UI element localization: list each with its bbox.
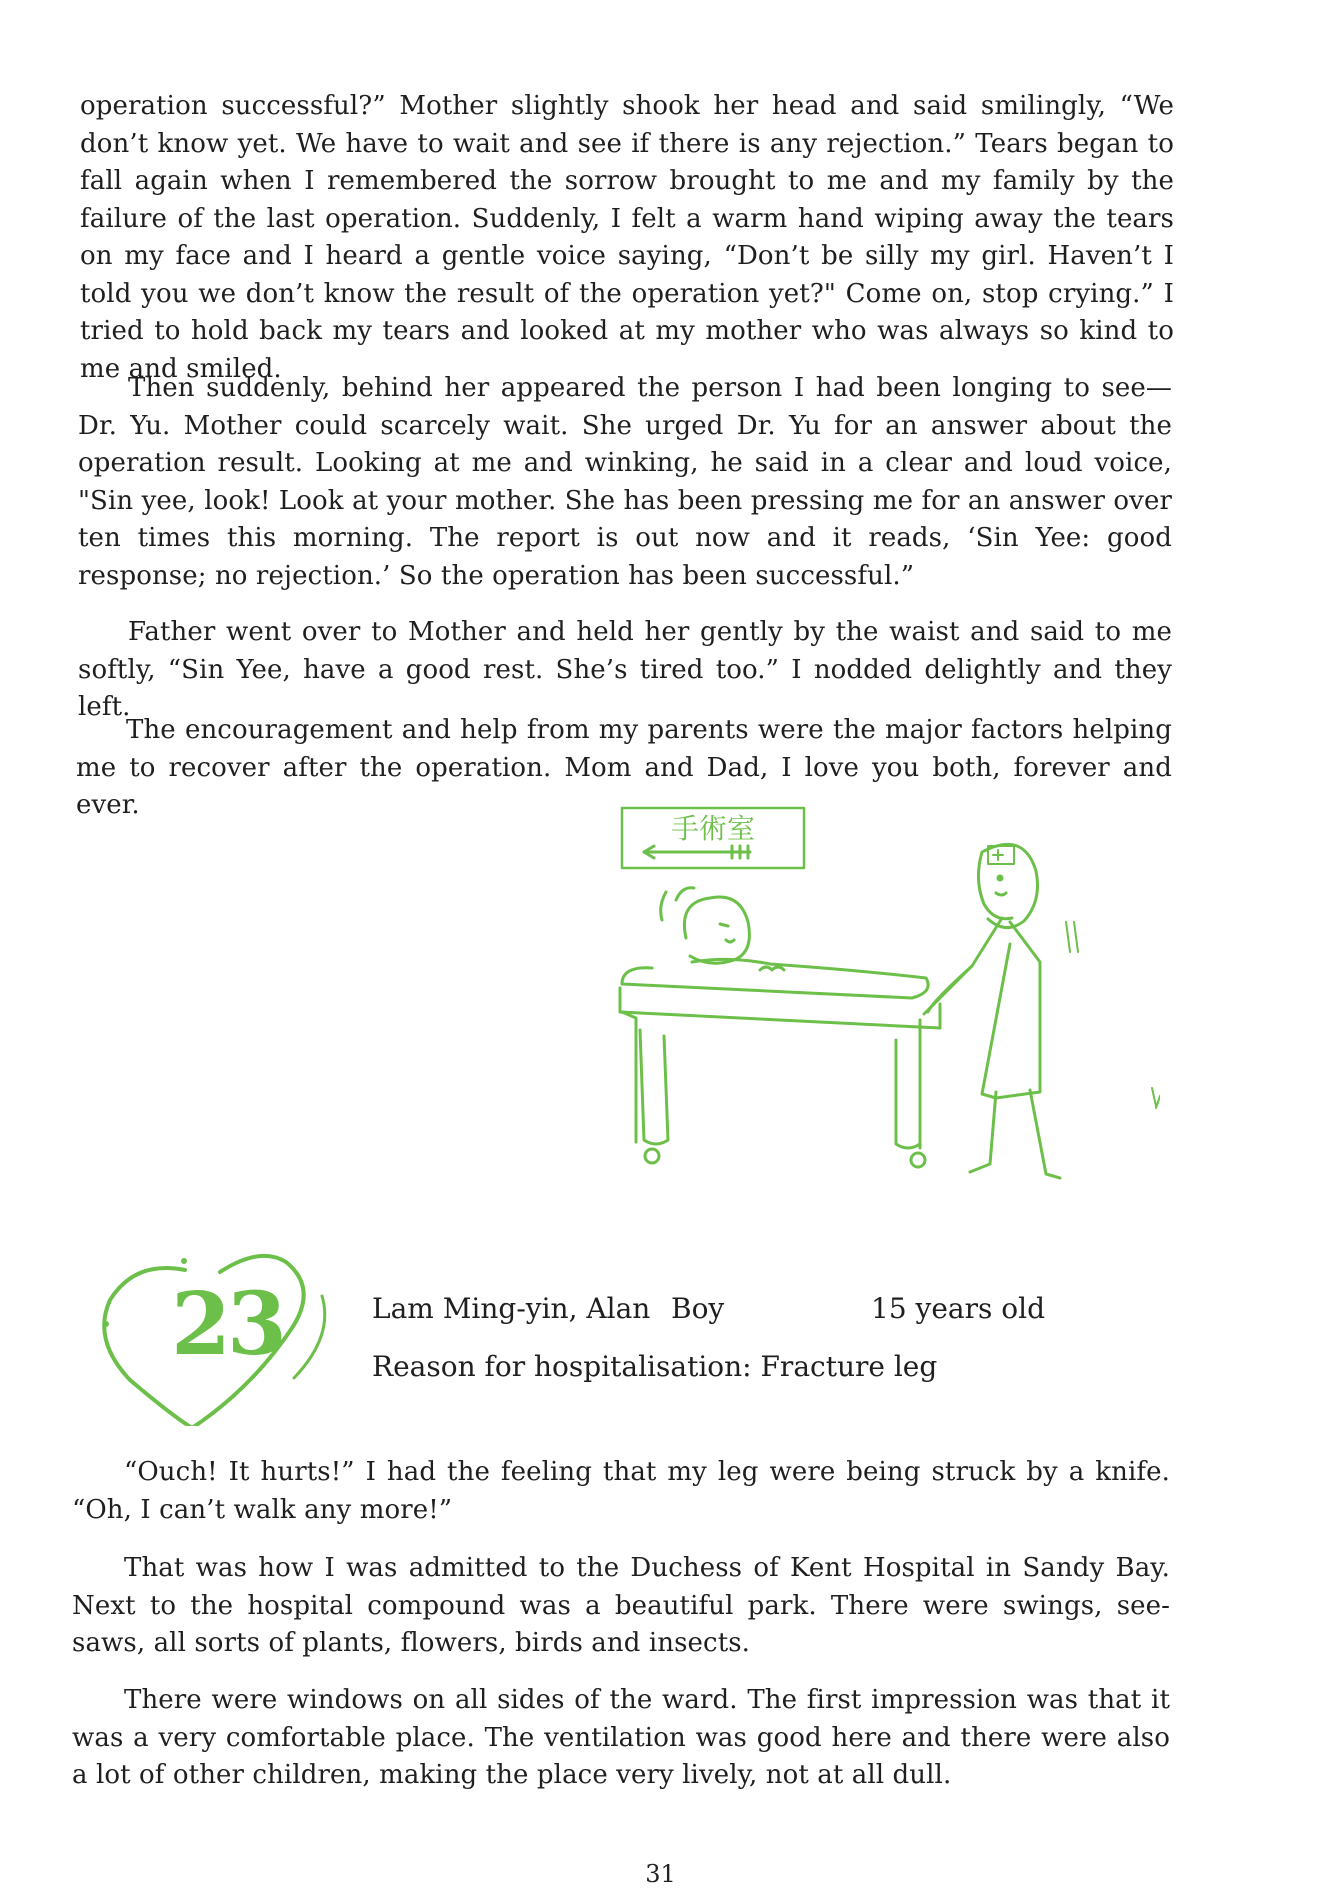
paragraph: Then suddenly, behind her appeared the person I had been longing to see—Dr. Yu. Mother could scarcely wait. She urged Dr. Yu for an answer about the operation result. Looking at me and winking, he said in a clear and loud voice, "Sin yee, look! Look at your mother. She has been pressing me for an answer over ten times this morning. The report is out now and it reads, ‘Sin Yee: good response; no rejection.’ So the operation has been successful.” [78,373,1172,591]
paragraph: operation successful?” Mother slightly shook her head and said smilingly, “We don’t know yet. We have to wait and see if there is any rejection.” Tears began to fall again when I remembered the sorrow brought to me and my family by the failure of the last operation. Suddenly, I felt a warm hand wiping away the tears on my face and I heard a gentle voice saying, “Don’t be silly my girl. Haven’t I told you we don’t know the result of the operation yet?" Come on, stop crying.” I tried to hold back my tears and looked at my mother who was always so kind to me and smiled. [80,91,1174,384]
paragraph: “Ouch! It hurts!” I had the feeling that my leg were being struck by a knife. “Oh, I can’t walk any more!” [72,1457,1170,1525]
patient-on-gurney [620,888,940,1167]
paragraph: Father went over to Mother and held her gently by the waist and said to me softly, “Sin Yee, have a good rest. She’s tired too.” I nodded delightly and they left. [78,617,1172,722]
nurse-figure [924,844,1060,1178]
page-number: 31 [645,1860,676,1888]
paragraph: That was how I was admitted to the Duchess of Kent Hospital in Sandy Bay. Next to the hospital compound was a beautiful park. There were swings, see-saws, all sorts of plants, flowers, birds and insects. [72,1553,1170,1658]
author-gender: Boy [671,1292,725,1325]
entry-number: 23 [171,1274,283,1375]
author-age: 15 years old [871,1292,1046,1325]
operating-room-sign [622,808,804,868]
paragraph: There were windows on all sides of the ward. The first impression was that it was a very comfortable place. The ventilation was good here and there were also a lot of other children, making the place very lively, not at all dull. [72,1685,1170,1790]
entry-badge [100,1236,340,1426]
author-name: Lam Ming-yin, Alan [372,1292,651,1325]
hospital-illustration [600,800,1160,1240]
paragraph: The encouragement and help from my parents were the major factors helping me to recover after the operation. Mom and Dad, I love you both, forever and ever. [76,715,1172,820]
sign-text: 手術室 [670,812,756,845]
hospitalisation-reason: Reason for hospitalisation: Fracture leg [372,1350,938,1383]
